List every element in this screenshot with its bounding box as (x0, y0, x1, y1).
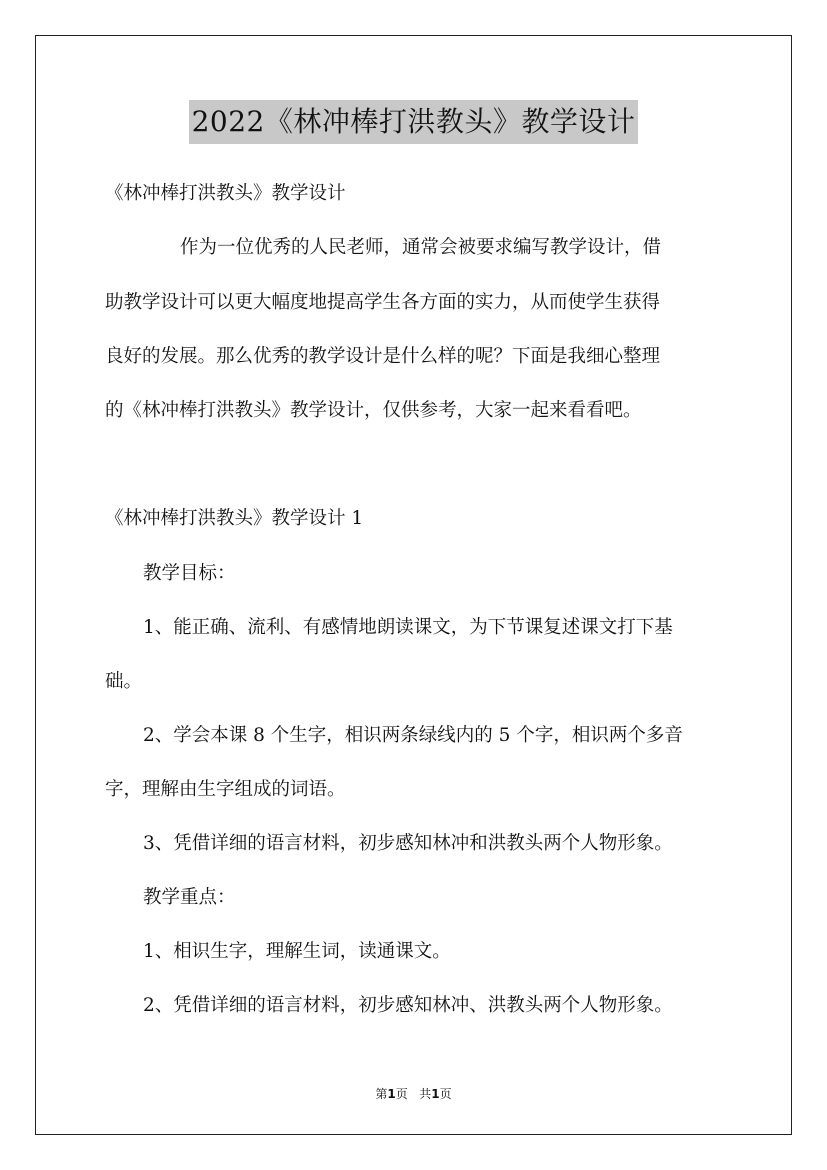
footer-total-suffix: 页 (439, 1087, 452, 1101)
footer-total-number: 1 (431, 1087, 440, 1101)
focus-2: 2、凭借详细的语言材料，初步感知林冲、洪教头两个人物形象。 (143, 995, 673, 1016)
title-container (0, 100, 827, 144)
section-heading: 《林冲棒打洪教头》教学设计 1 (105, 508, 364, 529)
goal-1-line-1: 1、能正确、流利、有感情地朗读课文，为下节课复述课文打下基 (143, 617, 673, 638)
footer-page-prefix: 第 (375, 1087, 388, 1101)
subtitle: 《林冲棒打洪教头》教学设计 (105, 183, 346, 204)
document-title: 2022《林冲棒打洪教头》教学设计 (189, 100, 639, 144)
focus-label: 教学重点： (143, 887, 236, 908)
intro-line-1: 作为一位优秀的人民老师，通常会被要求编写教学设计，借 (180, 237, 662, 258)
page-footer (0, 1085, 827, 1102)
intro-line-3: 良好的发展。那么优秀的教学设计是什么样的呢？下面是我细心整理 (105, 346, 661, 367)
footer-page-number: 1 (387, 1087, 396, 1101)
goal-3: 3、凭借详细的语言材料，初步感知林冲和洪教头两个人物形象。 (143, 833, 673, 854)
intro-line-4: 的《林冲棒打洪教头》教学设计，仅供参考，大家一起来看看吧。 (105, 400, 642, 421)
footer-page-suffix: 页 (395, 1087, 408, 1101)
focus-1: 1、相识生字，理解生词，读通课文。 (143, 941, 451, 962)
goal-2-line-1: 2、学会本课 8 个生字，相识两条绿线内的 5 个字，相识两个多音 (143, 725, 683, 746)
intro-line-2: 助教学设计可以更大幅度地提高学生各方面的实力，从而使学生获得 (105, 292, 661, 313)
footer-total-prefix: 共 (419, 1087, 432, 1101)
goals-label: 教学目标： (143, 563, 236, 584)
goal-2-line-2: 字，理解由生字组成的词语。 (105, 779, 346, 800)
goal-1-line-2: 础。 (105, 671, 143, 692)
